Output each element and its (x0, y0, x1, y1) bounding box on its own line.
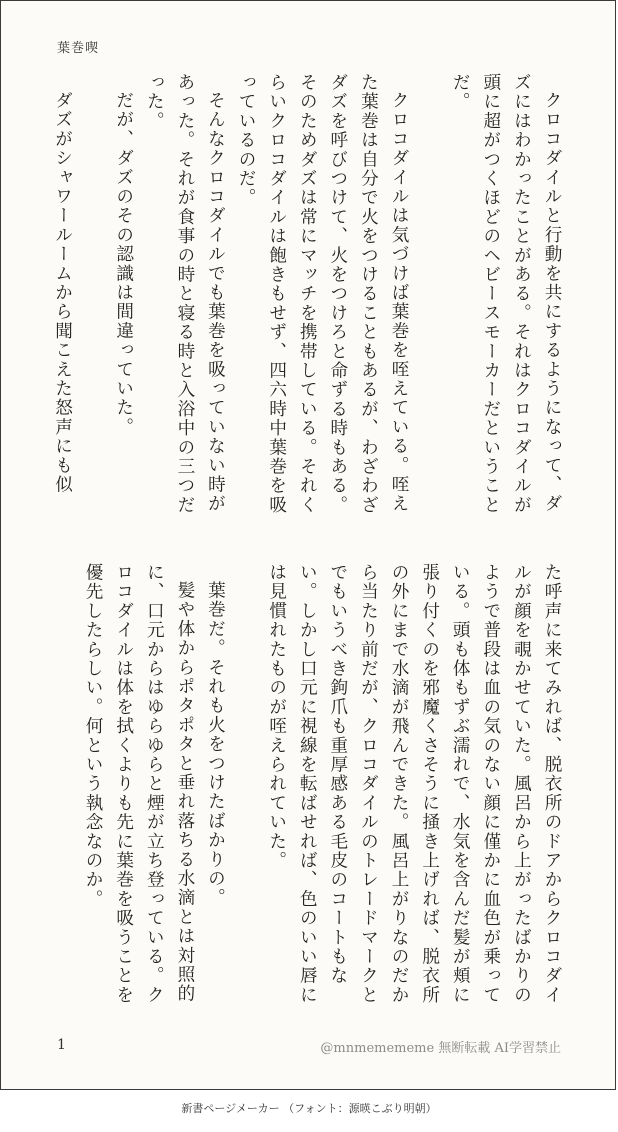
page-number: 1 (57, 1037, 66, 1053)
blank-line (78, 73, 109, 525)
header-title: 葉巻喫 (57, 41, 100, 56)
generator-caption: 新書ページメーカー （フォント：源暎こぶり明朝） (181, 1102, 437, 1115)
text-block-bottom (47, 563, 567, 1013)
blank-line (414, 73, 445, 525)
paragraph: クロコダイルは気づけば葉巻を咥えている。咥えた葉巻は自分で火をつけることもあるが、わざわざダズを呼びつけて、火をつけろと命ずる時もある。そのためダズは常にマッチを携帯している。それくらいクロコダイルは飽きもせず、四六時中葉巻を吸っているのだ。 (236, 73, 410, 515)
paragraph: そんなクロコダイルでも葉巻を吸っていない時があった。それが食事の時と寝る時と入浴中の三つだった。 (144, 73, 226, 515)
paragraph: ダズがシャワールームから聞こえた怒声にも似 (52, 90, 73, 494)
blank-line (230, 563, 261, 1013)
paragraph: だが、ダズのその認識は間違っていた。 (113, 90, 134, 437)
copyright-note: @mnmemememe 無断転載 AI学習禁止 (320, 1041, 561, 1056)
text-block-top (47, 73, 567, 525)
paragraph: 髪や体からポタポタと垂れ落ちる水滴とは対照的に、口元からはゆらゆらと煙が立ち登っている。クロコダイルは体を拭くよりも先に葉巻を吸うことを優先したらしい。何という執念なのか。 (83, 563, 195, 1005)
paragraph: た呼声に来てみれば、脱衣所のドアからクロコダイルが顔を覗かせていた。風呂から上がったばかりのようで普段は血の気のない顔に僅かに血色が乗っている。頭も体もずぶ濡れで、水気を含んだ髪が頬に張り付くのを邪魔くさそうに掻き上げれば、脱衣所の外にまで水滴が飛んできた。風呂上がりなのだから当たり前だが、クロコダイルのトレードマークとでもいうべき鉤爪も重厚感ある毛皮のコートもない。しかし口元に視線を転ばせれば、色のいい唇には見慣れたものが咥えられていた。 (266, 563, 562, 1005)
paragraph: 葉巻だ。それも火をつけたばかりの。 (205, 580, 226, 907)
paragraph: クロコダイルと行動を共にするようになって、ダズにはわかったことがある。それはクロコダイルが頭に超がつくほどのヘビースモーカーだということだ。 (450, 73, 562, 515)
